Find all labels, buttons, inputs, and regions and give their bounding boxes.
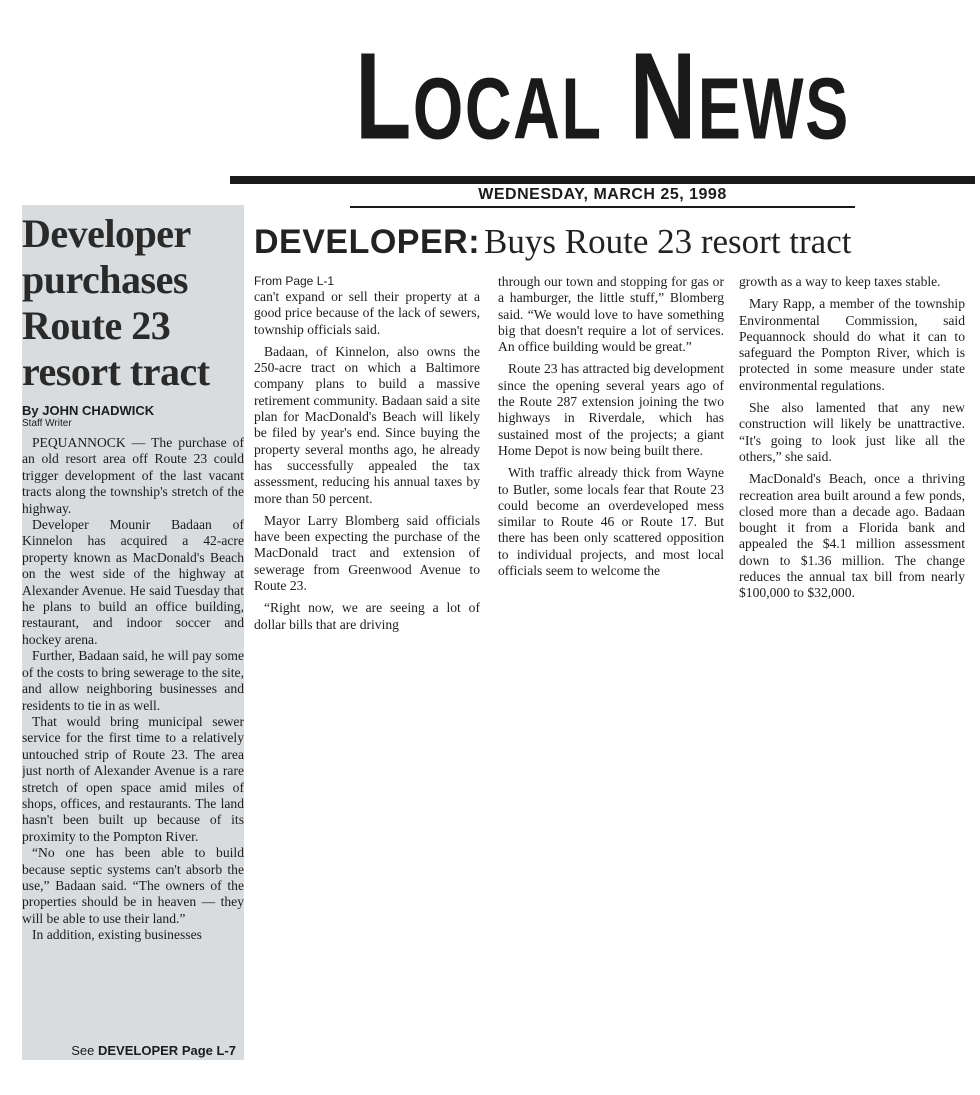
continuation-word: DEVELOPER — [98, 1043, 179, 1058]
masthead-rule — [230, 176, 975, 184]
edition-date: WEDNESDAY, MARCH 25, 1998 — [478, 186, 727, 203]
article-paragraph: With traffic already thick from Wayne to Butler, some locals fear that Route 23 could become an overdeveloped mess similar to Route 46 or Route 17. But there has been only scattered opposition to individual projects, and most local officials seem to welcome the — [498, 465, 724, 579]
jump-column-3 — [739, 274, 965, 608]
jump-column-2 — [498, 274, 724, 585]
date-rule — [350, 206, 855, 208]
byline-title: Staff Writer — [22, 418, 72, 429]
article-paragraph: Further, Badaan said, he will pay some of the costs to bring sewerage to the site, and allow neighboring businesses and residents to tie in as well. — [22, 648, 244, 713]
article-paragraph: Mayor Larry Blomberg said officials have been expecting the purchase of the MacDonald tract and extension of sewerage from Greenwood Avenue to Route 23. — [254, 512, 480, 594]
article-paragraph: through our town and stopping for gas or a hamburger, the little stuff,” Blomberg said. “We would love to have something big that doesn't require a lot of services. An office building would be great.” — [498, 274, 724, 355]
jump-column-1 — [254, 274, 480, 639]
front-page-article — [22, 205, 244, 1060]
jump-headline-text: Buys Route 23 resort tract — [484, 222, 852, 261]
continuation-prefix: See — [71, 1043, 95, 1058]
article-paragraph: Badaan, of Kinnelon, also owns the 250-acre tract on which a Baltimore company plans to build a massive retirement community. Badaan said a site plan for MacDonald's Beach will likely be filed by year's end. Since buying the property several months ago, he already has successfully appealed the tax assessment, reducing his annual taxes by more than 50 percent. — [254, 343, 480, 506]
section-title: Local News — [355, 27, 850, 167]
article-paragraph: Mary Rapp, a member of the township Environmental Commission, said Pequannock should do what it can to safeguard the Pompton River, which is protected in some measure under state environmental regulations. — [739, 296, 965, 393]
jump-headline-keyword: DEVELOPER: — [254, 223, 481, 261]
article-paragraph: “Right now, we are seeing a lot of dollar bills that are driving — [254, 600, 480, 632]
article-paragraph: MacDonald's Beach, once a thriving recreation area built around a few ponds, closed more than a decade ago. Badaan bought it from a Florida bank and appealed the $4.1 million assessment down to $1.36 million. The change reduces the annual tax bill from nearly $100,000 to $32,000. — [739, 471, 965, 601]
article-paragraph: PEQUANNOCK — The purchase of an old resort area off Route 23 could trigger development of the last vacant tracts along the township's stretch of the highway. — [22, 435, 244, 516]
article-paragraph: She also lamented that any new construction will likely be unattractive. “It's going to look just like all the others,” she said. — [739, 400, 965, 464]
masthead — [230, 18, 975, 203]
continuation-line — [22, 1043, 236, 1058]
article-paragraph: can't expand or sell their property at a good price because of the lack of sewers, township officials said. — [254, 289, 480, 337]
article-paragraph: “No one has been able to build because septic systems can't absorb the use,” Badaan said. “The owners of the properties should be in heaven — they will be able to use their land.” — [22, 845, 244, 926]
continuation-page: Page L-7 — [181, 1043, 236, 1058]
article-paragraph: Developer Mounir Badaan of Kinnelon has acquired a 42-acre property known as MacDonald's Beach on the west side of the highway at Alexander Avenue. He said Tuesday that he plans to build an office building, restaurant, and indoor soccer and hockey arena. — [22, 517, 244, 647]
article-headline: Developer purchases Route 23 resort tract — [22, 211, 210, 394]
byline: By JOHN CHADWICK — [22, 403, 155, 418]
jump-headline — [254, 222, 974, 262]
article-paragraph: In addition, existing businesses — [32, 927, 202, 943]
article-paragraph: Route 23 has attracted big development since the opening several years ago of the Route 287 extension joining the two highways in Riverdale, which has sustained most of the projects; a giant Home Depot is now being built there. — [498, 361, 724, 458]
from-page-label: From Page L-1 — [254, 274, 335, 288]
article-paragraph: growth as a way to keep taxes stable. — [739, 274, 941, 289]
article-paragraph: That would bring municipal sewer service for the first time to a relatively untouched strip of Route 23. The area just north of Alexander Avenue is a rare stretch of open space amid miles of shops, offices, and restaurants. The land hasn't been built up because of its proximity to the Pompton River. — [22, 713, 244, 844]
